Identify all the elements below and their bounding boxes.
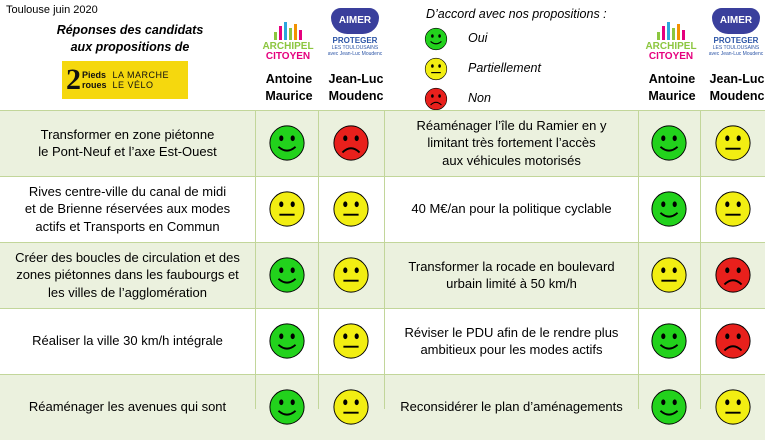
smiley-no-icon xyxy=(714,256,752,299)
proposal-line: actifs et Transports en Commun xyxy=(35,218,220,234)
proposal-text xyxy=(385,308,638,374)
col-divider xyxy=(700,110,701,409)
aimer-logo-sub: avec Jean-Luc Moudenc xyxy=(327,51,383,57)
smiley-partial-icon xyxy=(714,190,752,233)
smiley-partial-icon xyxy=(268,190,306,233)
archipel-logo-bar xyxy=(274,32,277,40)
legend-title: D’accord avec nos propositions : xyxy=(426,7,607,21)
proposal-line: Reconsidérer le plan d’aménagements xyxy=(400,399,623,415)
archipel-logo-bar xyxy=(682,30,685,40)
org-logo-tag: LE VÉLO xyxy=(112,80,154,90)
proposal-lines xyxy=(25,183,230,236)
proposal-text xyxy=(385,110,638,176)
candidate-name xyxy=(637,71,707,105)
proposal-line: Transformer en zone piétonne xyxy=(40,126,215,142)
col-divider xyxy=(255,110,256,409)
smiley-partial-icon xyxy=(332,190,370,233)
smiley-partial-icon xyxy=(714,124,752,167)
candidate-last-name: Moudenc xyxy=(709,89,765,103)
smiley-yes-icon xyxy=(650,322,688,365)
archipel-logo-bar xyxy=(279,26,282,40)
org-logo-words xyxy=(82,70,107,90)
aimer-logo-sub: LES TOULOUSAINS xyxy=(331,45,379,51)
proposal-text xyxy=(0,374,255,440)
aimer-logo-heart xyxy=(712,8,760,34)
smiley-yes-icon xyxy=(268,322,306,365)
proposal-line: Créer des boucles de circulation et des xyxy=(15,249,240,265)
candidate-first-name: Jean-Luc xyxy=(709,72,765,86)
org-logo-num: 2 xyxy=(66,63,81,96)
aimer-logo-heart xyxy=(331,8,379,34)
proposal-text xyxy=(0,176,255,242)
smiley-partial-icon xyxy=(332,322,370,365)
proposal-lines xyxy=(400,398,623,416)
org-logo-word: roues xyxy=(82,80,107,90)
aimer-toulouse-logo xyxy=(706,8,765,68)
smiley-yes-icon xyxy=(650,388,688,431)
proposal-line: le Pont-Neuf et l’axe Est-Ouest xyxy=(38,144,217,159)
proposal-line: limitant très fortement l’accès xyxy=(427,135,596,151)
proposal-text xyxy=(0,242,255,308)
candidate-last-name: Moudenc xyxy=(328,89,384,103)
aimer-logo-title: AIMER xyxy=(719,15,753,26)
proposal-lines xyxy=(32,332,223,350)
proposal-lines xyxy=(411,200,611,218)
proposal-line: les villes de l’agglomération xyxy=(48,284,207,300)
archipel-logo-bar xyxy=(677,24,680,40)
aimer-logo-title: AIMER xyxy=(338,15,372,26)
proposal-lines xyxy=(15,249,240,302)
proposal-lines xyxy=(416,117,606,170)
smiley-yes-icon xyxy=(650,190,688,233)
proposal-line: Transformer la rocade en boulevard xyxy=(408,258,615,274)
org-logo-tagline xyxy=(113,70,170,90)
archipel-logo-bar xyxy=(657,32,660,40)
candidate-name xyxy=(321,71,391,105)
smiley-partial-icon xyxy=(332,388,370,431)
legend-label-no: Non xyxy=(468,91,491,105)
smiley-no-icon xyxy=(332,124,370,167)
smiley-partial-icon xyxy=(714,388,752,431)
proposal-lines xyxy=(29,398,226,416)
proposal-line: zones piétonnes dans les faubourgs et xyxy=(16,267,239,283)
smiley-yes-icon xyxy=(268,388,306,431)
archipel-logo-line: CITOYEN xyxy=(265,51,311,62)
archipel-logo xyxy=(257,12,319,62)
archipel-logo-bar xyxy=(289,28,292,40)
candidate-name xyxy=(702,71,765,105)
proposal-line: et de Brienne réservées aux modes xyxy=(24,201,231,217)
proposal-lines xyxy=(405,324,619,359)
archipel-logo xyxy=(640,12,702,62)
archipel-logo-bars xyxy=(274,20,302,40)
archipel-logo-bar xyxy=(284,22,287,40)
candidate-last-name: Maurice xyxy=(265,89,313,103)
archipel-logo-bar xyxy=(299,30,302,40)
proposal-line: ambitieux pour les modes actifs xyxy=(420,342,603,357)
legend-label-partial: Partiellement xyxy=(468,61,541,75)
proposal-lines xyxy=(408,258,614,293)
aimer-toulouse-logo xyxy=(325,8,385,68)
org-logo-2pieds2roues xyxy=(62,61,188,99)
subtitle-line: aux propositions de xyxy=(70,40,190,54)
proposal-line: Réaliser la ville 30 km/h intégrale xyxy=(32,333,223,349)
archipel-logo-bar xyxy=(662,26,665,40)
candidate-first-name: Antoine xyxy=(648,72,696,86)
smiley-yes-icon xyxy=(424,27,448,56)
proposal-line: Réviser le PDU afin de le rendre plus xyxy=(404,324,619,340)
legend-label-yes: Oui xyxy=(468,31,488,45)
smiley-yes-icon xyxy=(268,124,306,167)
aimer-logo-sub: avec Jean-Luc Moudenc xyxy=(708,51,764,57)
proposal-line: 40 M€/an pour la politique cyclable xyxy=(411,201,612,217)
smiley-partial-icon xyxy=(424,57,448,86)
page-subtitle xyxy=(20,22,240,56)
proposal-text xyxy=(385,176,638,242)
proposal-line: urbain limité à 50 km/h xyxy=(446,276,577,291)
proposal-lines xyxy=(38,126,216,161)
smiley-partial-icon xyxy=(332,256,370,299)
archipel-logo-line: ARCHIPEL xyxy=(645,41,697,52)
org-logo-tag: LA MARCHE xyxy=(112,70,170,80)
smiley-yes-icon xyxy=(268,256,306,299)
archipel-logo-line: ARCHIPEL xyxy=(262,41,314,52)
proposal-text xyxy=(385,374,638,440)
candidate-name xyxy=(254,71,324,105)
archipel-logo-line: CITOYEN xyxy=(648,51,694,62)
proposal-line: Rives centre-ville du canal de midi xyxy=(28,183,227,199)
archipel-logo-bars xyxy=(657,20,685,40)
proposal-line: Réaménager les avenues qui sont xyxy=(28,399,227,415)
smiley-no-icon xyxy=(714,322,752,365)
col-divider xyxy=(638,110,639,409)
proposal-text xyxy=(0,110,255,176)
candidate-last-name: Maurice xyxy=(648,89,696,103)
subtitle-line: Réponses des candidats xyxy=(56,23,204,37)
col-divider xyxy=(318,110,319,409)
aimer-logo-sub: PROTEGER xyxy=(713,36,759,45)
proposal-line: Réaménager l’île du Ramier en y xyxy=(416,117,607,133)
archipel-logo-bar xyxy=(672,28,675,40)
date-label: Toulouse juin 2020 xyxy=(6,4,98,16)
archipel-logo-bar xyxy=(294,24,297,40)
proposal-text xyxy=(385,242,638,308)
proposal-text xyxy=(0,308,255,374)
archipel-logo-bar xyxy=(667,22,670,40)
smiley-partial-icon xyxy=(650,256,688,299)
candidate-first-name: Antoine xyxy=(265,72,313,86)
proposal-line: aux véhicules motorisés xyxy=(442,152,581,168)
candidate-first-name: Jean-Luc xyxy=(328,72,384,86)
org-logo-word: Pieds xyxy=(82,70,107,80)
smiley-yes-icon xyxy=(650,124,688,167)
aimer-logo-sub: LES TOULOUSAINS xyxy=(712,45,760,51)
aimer-logo-sub: PROTEGER xyxy=(332,36,378,45)
